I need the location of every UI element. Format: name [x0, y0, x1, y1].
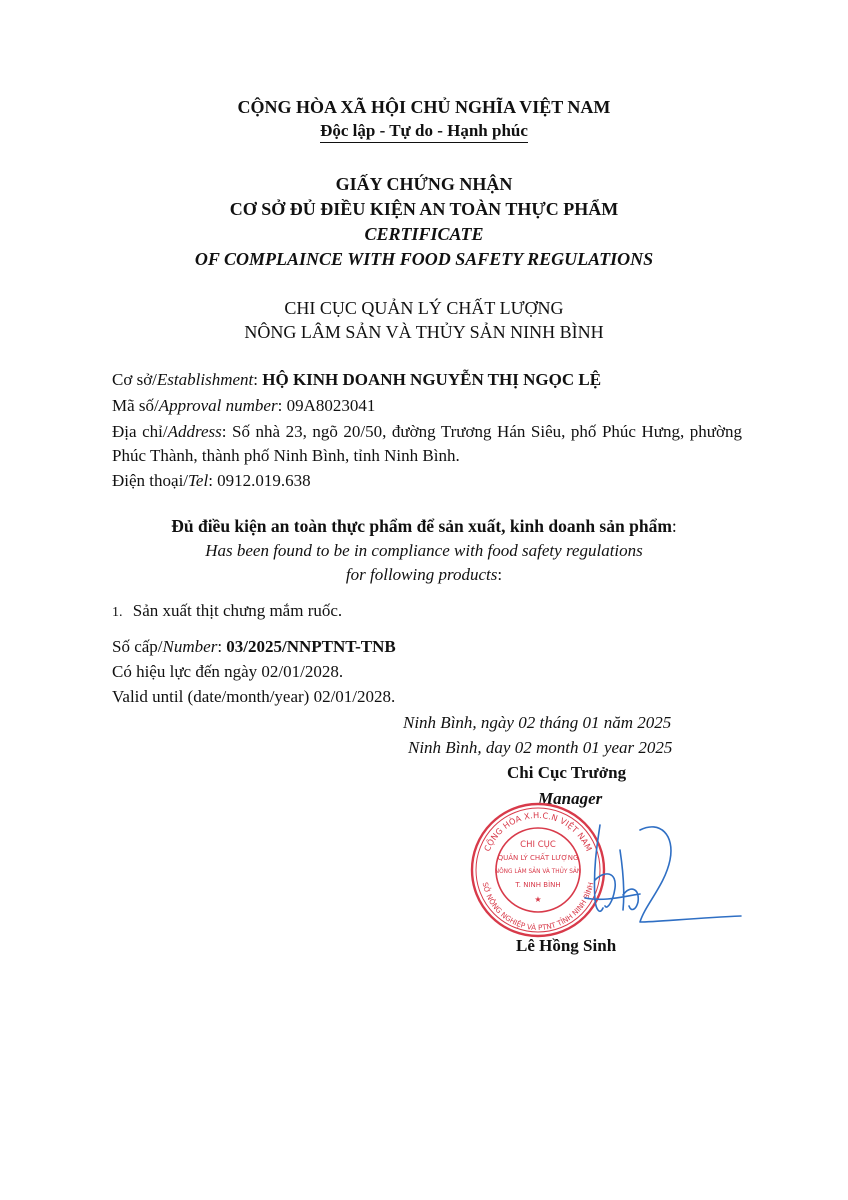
issuer-line2: NÔNG LÂM SẢN VÀ THỦY SẢN NINH BÌNH [244, 322, 604, 342]
number-label-vi: Số cấp/ [112, 637, 163, 656]
approval-label-en: Approval number [158, 396, 278, 415]
signer-title-vi: Chi Cục Trưởng [507, 763, 627, 782]
product-number: 1. [112, 605, 123, 620]
approval-label-vi: Mã số/ [112, 396, 159, 415]
compliance-en-line2-text: for following products [345, 565, 498, 584]
validity-vi: Có hiệu lực đến ngày 02/01/2028. [112, 662, 344, 681]
number-label-en: Number [162, 637, 218, 656]
validity-en: Valid until (date/month/year) 02/01/2028. [112, 687, 396, 706]
seal-inner-line3: NÔNG LÂM SẢN VÀ THỦY SẢN [494, 869, 582, 875]
seal-inner-line2: QUẢN LÝ CHẤT LƯỢNG [497, 854, 579, 862]
place-date-vi: Ninh Bình, ngày 02 tháng 01 năm 2025 [403, 713, 672, 732]
signer-name: Lê Hồng Sinh [516, 936, 617, 955]
title-vi-line1: GIẤY CHỨNG NHẬN [335, 174, 513, 194]
address-label-en: Address [167, 422, 222, 441]
approval-value: 09A8023041 [286, 396, 376, 415]
product-name: Sản xuất thịt chưng mắm ruốc. [132, 601, 343, 620]
number-value: 03/2025/NNPTNT-TNB [226, 637, 396, 656]
title-en-line2: OF COMPLAINCE WITH FOOD SAFETY REGULATIONS [194, 249, 654, 269]
motto [0, 121, 848, 143]
establishment-label-en: Establishment [156, 370, 254, 389]
address-sep: : [221, 422, 232, 441]
phone-label-vi: Điện thoại/ [112, 471, 189, 490]
address-label-vi: Địa chỉ/ [112, 422, 168, 441]
phone-label-en: Tel [188, 471, 209, 490]
title-en-line1: CERTIFICATE [364, 224, 484, 244]
establishment-sep: : [253, 370, 263, 389]
compliance-en-line2 [0, 565, 848, 585]
title-vi-line2: CƠ SỞ ĐỦ ĐIỀU KIỆN AN TOÀN THỰC PHẨM [229, 199, 619, 219]
number-row [112, 637, 396, 657]
address-value: Số nhà 23, ngõ 20/50, đường Trương Hán Siêu, phố Phúc Hưng, phường Phúc Thành, thành phố Ninh Bình, tỉnh Ninh Bình. [112, 422, 742, 465]
seal-star: ★ [534, 895, 542, 904]
seal-outer-text-bottom: SỞ NÔNG NGHIỆP VÀ PTNT TỈNH NINH BÌNH [480, 881, 596, 933]
phone-value: 0912.019.638 [217, 471, 311, 490]
seal-inner-line4: T. NINH BÌNH [515, 881, 561, 889]
phone-row [112, 471, 311, 491]
establishment-value: HỘ KINH DOANH NGUYỄN THỊ NGỌC LỆ [262, 370, 602, 389]
establishment-row [112, 370, 601, 390]
seal-inner-line1: CHI CỤC [520, 840, 556, 850]
compliance-en-line1: Has been found to be in compliance with food safety regulations [205, 541, 643, 560]
signer-title-en: Manager [538, 789, 603, 808]
compliance-vi [0, 516, 848, 537]
compliance-en-colon: : [497, 565, 503, 584]
motto-text: Độc lập - Tự do - Hạnh phúc [320, 121, 528, 143]
country-name: CỘNG HÒA XÃ HỘI CHỦ NGHĨA VIỆT NAM [237, 97, 611, 117]
place-date-en: Ninh Bình, day 02 month 01 year 2025 [408, 738, 673, 757]
issuer-line1: CHI CỤC QUẢN LÝ CHẤT LƯỢNG [284, 298, 564, 318]
number-sep: : [217, 637, 227, 656]
approval-row [112, 396, 375, 416]
establishment-label-vi: Cơ sở/ [112, 370, 157, 389]
phone-sep: : [208, 471, 218, 490]
seal-outer-text-top: CỘNG HÒA X.H.C.N VIỆT NAM [481, 809, 595, 853]
compliance-vi-colon: : [671, 516, 677, 536]
address-row [112, 420, 742, 468]
compliance-vi-text: Đủ điều kiện an toàn thực phẩm để sản xuất, kinh doanh sản phẩm [171, 516, 672, 536]
handwritten-signature [545, 810, 745, 940]
approval-sep: : [277, 396, 287, 415]
product-item [112, 601, 342, 621]
